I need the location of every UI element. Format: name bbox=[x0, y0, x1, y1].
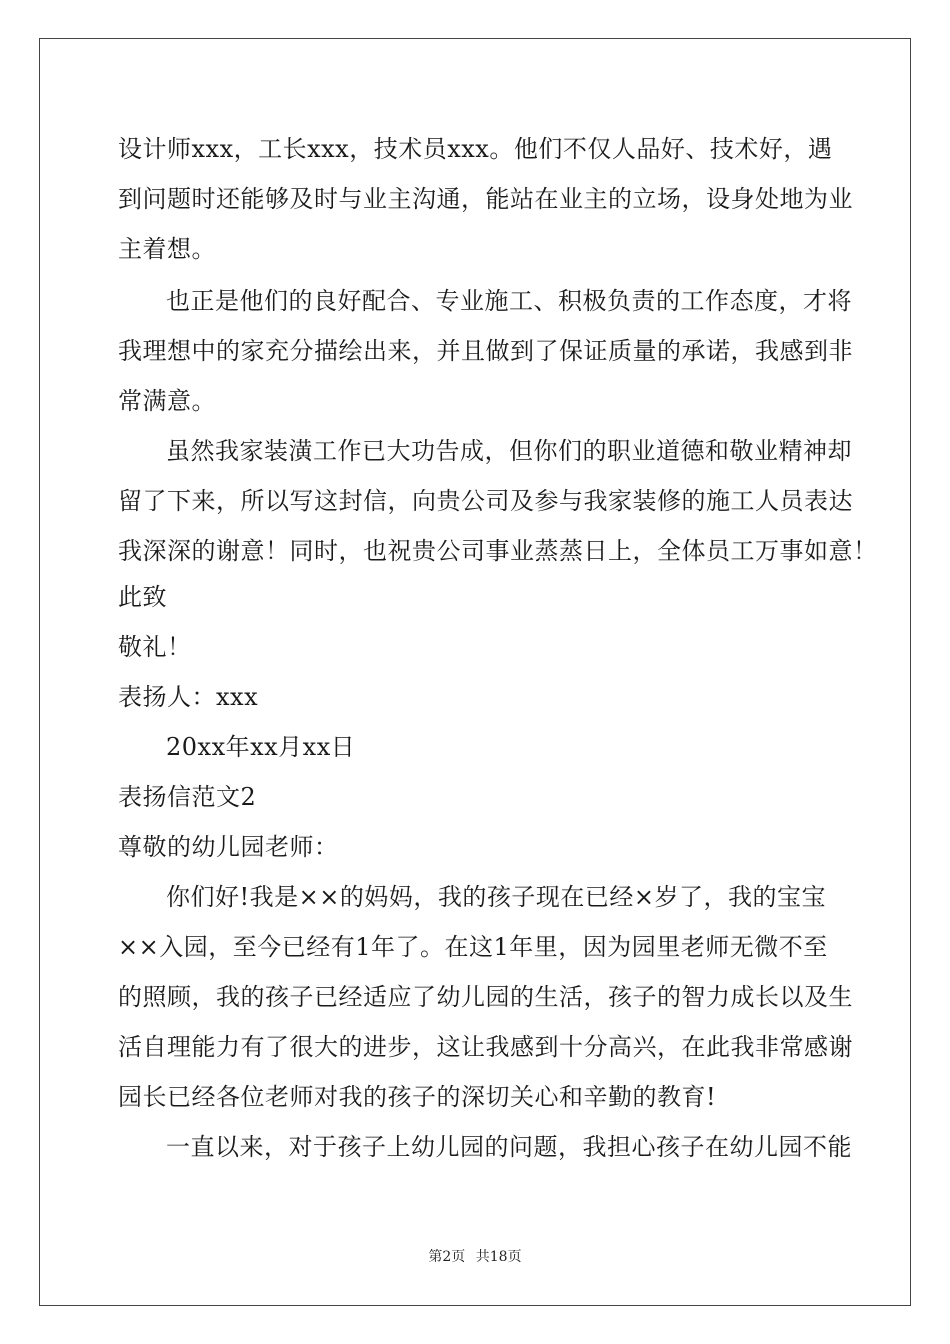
text-line: 留了下来，所以写这封信，向贵公司及参与我家装修的施工人员表达 bbox=[118, 487, 853, 515]
text-line: 到问题时还能够及时与业主沟通，能站在业主的立场，设身处地为业 bbox=[118, 185, 853, 213]
text-line: 常满意。 bbox=[118, 387, 216, 415]
text-line: 你们好!我是××的妈妈，我的孩子现在已经×岁了，我的宝宝 bbox=[166, 883, 826, 911]
signer-line: 表扬人：xxx bbox=[118, 683, 259, 711]
text-line: 虽然我家装潢工作已大功告成，但你们的职业道德和敬业精神却 bbox=[166, 437, 852, 465]
greeting-line: 尊敬的幼儿园老师： bbox=[118, 833, 339, 861]
section-title: 表扬信范文2 bbox=[118, 783, 257, 811]
page-footer bbox=[0, 1246, 950, 1266]
text-line: 我理想中的家充分描绘出来，并且做到了保证质量的承诺，我感到非 bbox=[118, 337, 853, 365]
text-line: 我深深的谢意！同时，也祝贵公司事业蒸蒸日上，全体员工万事如意！ bbox=[118, 537, 878, 565]
text-line: 主着想。 bbox=[118, 235, 216, 263]
page-total: 共18页 bbox=[475, 1249, 522, 1265]
text-line: ××入园，至今已经有1年了。在这1年里，因为园里老师无微不至 bbox=[118, 933, 828, 961]
text-line: 的照顾，我的孩子已经适应了幼儿园的生活，孩子的智力成长以及生 bbox=[118, 983, 853, 1011]
date-line: 20xx年xx月xx日 bbox=[166, 733, 356, 761]
page-number: 第2页 bbox=[428, 1249, 466, 1265]
text-line: 一直以来，对于孩子上幼儿园的问题，我担心孩子在幼儿园不能 bbox=[166, 1133, 852, 1161]
text-line: 活自理能力有了很大的进步，这让我感到十分高兴，在此我非常感谢 bbox=[118, 1033, 853, 1061]
text-line: 也正是他们的良好配合、专业施工、积极负责的工作态度，才将 bbox=[166, 287, 852, 315]
closing-line: 此致 bbox=[118, 583, 167, 611]
text-line: 园长已经各位老师对我的孩子的深切关心和辛勤的教育! bbox=[118, 1083, 717, 1111]
salutation-line: 敬礼！ bbox=[118, 633, 192, 661]
text-line: 设计师xxx，工长xxx，技术员xxx。他们不仅人品好、技术好，遇 bbox=[118, 135, 833, 163]
page-frame bbox=[39, 38, 911, 1306]
